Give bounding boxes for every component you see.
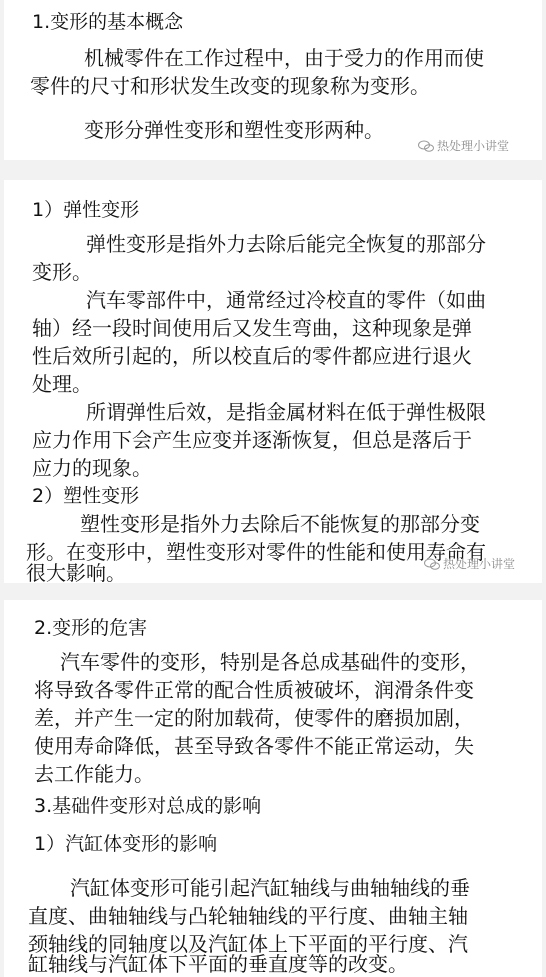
paragraph-line: 汽缸体变形可能引起汽缸轴线与曲轴轴线的垂: [70, 876, 470, 900]
wechat-icon: [424, 558, 440, 570]
content-panel-3: [4, 600, 542, 977]
paragraph-line: 颈轴线的同轴度以及汽缸体上下平面的平行度、汽: [28, 932, 468, 956]
paragraph-line: 性后效所引起的，所以校直后的零件都应进行退火: [32, 344, 472, 368]
watermark: [418, 138, 509, 154]
watermark-text: 热处理小讲堂: [443, 557, 516, 571]
subheading-plastic: 2）塑性变形: [32, 485, 140, 507]
paragraph-line: 零件的尺寸和形状发生改变的现象称为变形。: [30, 74, 430, 98]
paragraph-line: 所谓弹性后效，是指金属材料在低于弹性极限: [86, 400, 486, 424]
paragraph-line: 缸轴线与汽缸体下平面的垂直度等的改变。: [28, 952, 408, 976]
watermark: [424, 556, 515, 572]
wechat-icon: [418, 140, 434, 152]
content-panel-1: [4, 0, 542, 160]
paragraph-line: 应力的现象。: [32, 456, 152, 480]
paragraph-line: 去工作能力。: [34, 762, 154, 786]
subheading-cylinder: 1）汽缸体变形的影响: [34, 833, 218, 855]
paragraph-line: 使用寿命降低，甚至导致各零件不能正常运动，失: [34, 734, 474, 758]
paragraph-line: 汽车零部件中，通常经过冷校直的零件（如曲: [86, 288, 486, 312]
paragraph-line: 形。在变形中，塑性变形对零件的性能和使用寿命有: [26, 540, 486, 564]
paragraph-line: 轴）经一段时间使用后又发生弯曲，这种现象是弹: [32, 316, 472, 340]
paragraph-line: 变形分弹性变形和塑性变形两种。: [84, 118, 384, 142]
paragraph-line: 弹性变形是指外力去除后能完全恢复的那部分: [86, 232, 486, 256]
paragraph-line: 差，并产生一定的附加载荷，使零件的磨损加剧，: [34, 706, 474, 730]
section-heading-influence: 3.基础件变形对总成的影响: [34, 795, 262, 817]
paragraph-line: 很大影响。: [26, 561, 126, 585]
paragraph-line: 处理。: [32, 372, 92, 396]
subheading-elastic: 1）弹性变形: [32, 199, 140, 221]
content-panel-2: [4, 180, 542, 583]
paragraph-line: 塑性变形是指外力去除后不能恢复的那部分变: [80, 512, 480, 536]
paragraph-line: 汽车零件的变形，特别是各总成基础件的变形，: [60, 650, 480, 674]
section-heading-basic-concept: 1.变形的基本概念: [32, 11, 184, 33]
section-heading-harm: 2.变形的危害: [34, 617, 148, 639]
watermark-text: 热处理小讲堂: [437, 139, 510, 153]
paragraph-line: 应力作用下会产生应变并逐渐恢复，但总是落后于: [32, 428, 472, 452]
paragraph-line: 将导致各零件正常的配合性质被破坏，润滑条件变: [34, 678, 474, 702]
paragraph-line: 直度、曲轴轴线与凸轮轴轴线的平行度、曲轴主轴: [28, 904, 468, 928]
paragraph-line: 机械零件在工作过程中，由于受力的作用而使: [84, 46, 484, 70]
paragraph-line: 变形。: [32, 260, 92, 284]
